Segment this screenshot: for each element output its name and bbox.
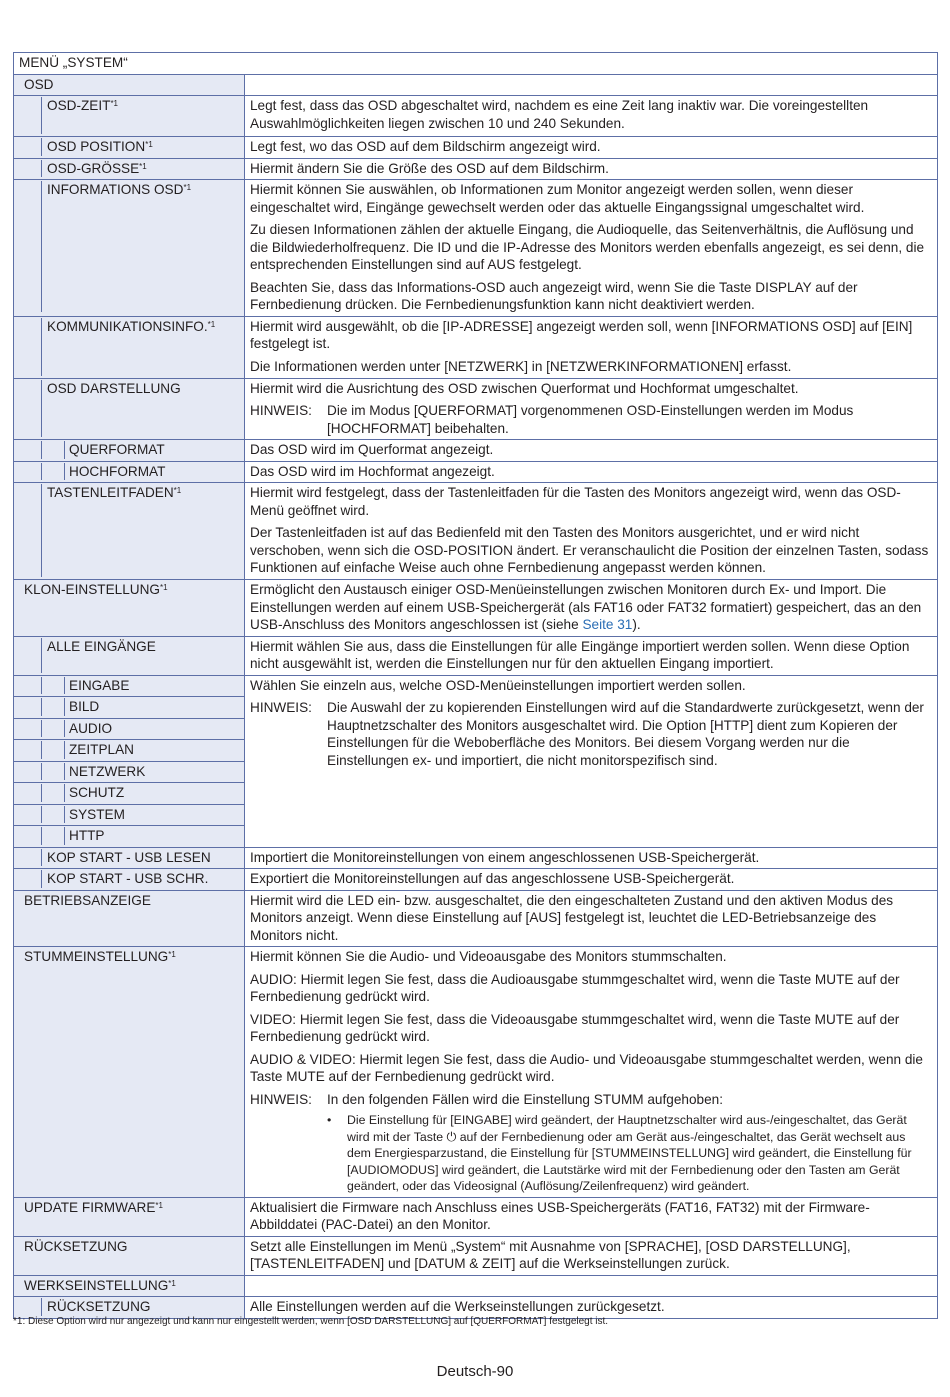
- tastenleitfaden-label: TASTENLEITFADEN: [47, 485, 174, 500]
- kommunikationsinfo-label: KOMMUNIKATIONSINFO.: [47, 318, 208, 334]
- row-name: [14, 1236, 245, 1275]
- note-text: In den folgenden Fällen wird die Einstellung STUMM aufgehoben:: [327, 1091, 723, 1107]
- desc-paragraph: AUDIO: Hiermit legen Sie fest, dass die Audioausgabe stummgeschaltet wird, wenn die Taste MUTE auf der Fernbedienung gedrückt wird.: [250, 971, 900, 1004]
- footnote-mark: *1: [207, 319, 216, 329]
- footnote-mark: *1: [159, 583, 168, 592]
- row-name: [14, 826, 245, 848]
- row-kommunikationsinfo: [14, 316, 938, 378]
- row-werkseinstellung: [14, 1275, 938, 1297]
- row-name: [14, 137, 245, 159]
- row-desc: Hiermit wird die LED ein- bzw. ausgeschaltet, die den eingeschalteten Zustand und den aktiven Modus des Monitors anzeigt. Wenn diese Einstellung auf [AUS] festgelegt ist, leuchtet die LED-Betriebsanzeige des Monitors nicht.: [245, 890, 938, 947]
- row-osd-groesse: [14, 158, 938, 180]
- footnote-mark: *1: [110, 99, 118, 108]
- row-desc: Das OSD wird im Hochformat angezeigt.: [245, 461, 938, 483]
- row-name: [14, 697, 245, 719]
- alle-eingaenge-label: ALLE EINGÄNGE: [41, 638, 239, 673]
- row-name: [14, 890, 245, 947]
- menu-title: MENÜ „SYSTEM“: [14, 53, 938, 75]
- klon-item-label: SYSTEM: [64, 806, 235, 824]
- row-name: [14, 96, 245, 137]
- row-desc: Hiermit wählen Sie aus, dass die Einstellungen für alle Eingänge importiert werden sollen. Wenn diese Option nicht ausgewählt ist, werden die Einstellungen nur für den aktuellen Eingang importiert.: [245, 636, 938, 675]
- desc-paragraph: Wählen Sie einzeln aus, welche OSD-Menüeinstellungen importiert werden sollen.: [250, 677, 746, 693]
- footnote: *1: Diese Option wird nur angezeigt und kann nur eingestellt werden, wenn [OSD DARSTELLUNG] auf [QUERFORMAT] festgelegt ist.: [13, 1316, 609, 1327]
- row-desc: Alle Einstellungen werden auf die Werkseinstellungen zurückgesetzt.: [245, 1297, 938, 1319]
- querformat-label: QUERFORMAT: [64, 441, 235, 459]
- row-name: [14, 1197, 245, 1236]
- klon-item-label: SCHUTZ: [64, 784, 235, 802]
- row-name: [14, 440, 245, 462]
- row-name: [14, 740, 245, 762]
- note-text: Die im Modus [QUERFORMAT] vorgenommenen OSD-Einstellungen werden im Modus [HOCHFORMAT] beibehalten.: [327, 403, 854, 436]
- row-osd-zeit: [14, 96, 938, 137]
- row-name: [14, 378, 245, 440]
- stumm-label: STUMMEINSTELLUNG: [24, 949, 169, 964]
- row-name: [14, 675, 245, 697]
- row-name: [14, 947, 245, 1198]
- desc-paragraph: Beachten Sie, dass das Informations-OSD auch angezeigt wird, wenn Sie die Taste DISPLAY auf der Fernbedienung drücken. Die Fernbedienungsfunktion kann nicht deaktiviert werden.: [250, 279, 858, 312]
- power-icon: ⏻: [446, 1129, 457, 1144]
- row-name: [14, 1275, 245, 1297]
- row-tastenleitfaden: [14, 483, 938, 580]
- werk-ruecksetzung-label: RÜCKSETZUNG: [41, 1298, 239, 1316]
- table-header-row: [14, 53, 938, 75]
- row-osd-darstellung: [14, 378, 938, 440]
- kop-lesen-label: KOP START - USB LESEN: [41, 849, 239, 867]
- row-osd: [14, 74, 938, 96]
- row-desc: Legt fest, dass das OSD abgeschaltet wird, nachdem es eine Zeit lang inaktiv war. Die voreingestellten Auswahlmöglichkeiten liegen zwischen 10 und 240 Sekunden.: [245, 96, 938, 137]
- page-link[interactable]: Seite 31: [582, 617, 633, 632]
- row-desc: Setzt alle Einstellungen im Menü „System“ mit Ausnahme von [SPRACHE], [OSD DARSTELLUNG], [TASTENLEITFADEN] und [DATUM & ZEIT] auf die Werkseinstellungen zurück.: [245, 1236, 938, 1275]
- footnote-mark: *1: [155, 1200, 163, 1210]
- bullet-icon: •: [327, 1113, 332, 1127]
- osd-zeit-label: OSD-ZEIT: [47, 98, 111, 113]
- desc-paragraph: Hiermit können Sie auswählen, ob Informationen zum Monitor angezeigt werden sollen, wenn dieser eingeschaltet wird, Eingänge gewechselt werden oder das aktuelle Eingangssignal umgeschaltet wird.: [250, 182, 865, 215]
- row-name: [14, 847, 245, 869]
- note: [250, 699, 932, 769]
- row-informations-osd: [14, 180, 938, 317]
- row-querformat: [14, 440, 938, 462]
- row-name: [14, 180, 245, 317]
- osd-groesse-label: OSD-GRÖSSE: [47, 160, 140, 176]
- desc-text: ).: [632, 617, 641, 632]
- klon-label: KLON-EINSTELLUNG: [24, 582, 160, 597]
- desc-paragraph: AUDIO & VIDEO: Hiermit legen Sie fest, dass die Audio- und Videoausgabe stummgeschaltet werden, wenn die Taste MUTE auf der Fernbedienung gedrückt wird.: [250, 1051, 923, 1084]
- bullet-text-b: auf der Fernbedienung oder am Gerät aus-/eingeschaltet, das Gerät wechselt aus dem Energiesparzustand, die Einstellung für [STUMMEINSTELLUNG] wird geändert, die Einstellung für [AUDIOMODUS] wird geändert, die Lautstärke wird mit der Fernbedienung oder den Tasten am Gerät geändert, oder das Videosignal (Auflösung/Zeilenfrequenz) wird geändert.: [347, 1129, 912, 1193]
- row-desc: Das OSD wird im Querformat angezeigt.: [245, 440, 938, 462]
- row-hochformat: [14, 461, 938, 483]
- row-ruecksetzung: [14, 1236, 938, 1275]
- row-desc: Importiert die Monitoreinstellungen von einem angeschlossenen USB-Speichergerät.: [245, 847, 938, 869]
- row-name: [14, 316, 245, 378]
- row-desc: Aktualisiert die Firmware nach Anschluss eines USB-Speichergeräts (FAT16, FAT32) mit der Firmware-Abbilddatei (PAC-Datei) an den Monitor.: [245, 1197, 938, 1236]
- footnote-mark: *1: [173, 486, 182, 495]
- desc-paragraph: Hiermit wird ausgewählt, ob die [IP-ADRESSE] angezeigt werden soll, wenn [INFORMATIONS OSD] auf [EIN] festgelegt ist.: [250, 318, 913, 351]
- betriebsanzeige-label: BETRIEBSANZEIGE: [24, 892, 151, 908]
- row-klon-einstellung: [14, 580, 938, 637]
- row-desc: [245, 580, 938, 637]
- row-name: [14, 461, 245, 483]
- note: [250, 1091, 932, 1109]
- row-name: [14, 580, 245, 637]
- klon-item-label: EINGABE: [64, 677, 235, 695]
- klon-item-label: BILD: [64, 698, 235, 716]
- row-desc: [245, 483, 938, 580]
- hochformat-label: HOCHFORMAT: [64, 463, 235, 481]
- row-stummeinstellung: [14, 947, 938, 1198]
- footnote-mark: *1: [145, 140, 153, 149]
- desc-paragraph: Die Informationen werden unter [NETZWERK] in [NETZWERKINFORMATIONEN] erfasst.: [250, 358, 792, 374]
- row-desc: [245, 378, 938, 440]
- row-name: [14, 74, 245, 96]
- desc-paragraph: Hiermit wird festgelegt, dass der Tastenleitfaden für die Tasten des Monitors angezeigt wird, wenn das OSD-Menü geöffnet wird.: [250, 485, 901, 518]
- desc-paragraph: Hiermit können Sie die Audio- und Videoausgabe des Monitors stummschalten.: [250, 949, 727, 964]
- desc-text: Ermöglicht den Austausch einiger OSD-Menüeinstellungen zwischen Monitoren durch Ex- und Import. Die Einstellungen werden auf einem USB-Speichergerät (als FAT16 oder FAT32 formatiert) gespeichert, das an den USB-Anschluss des Monitors angeschlossen ist (siehe: [250, 582, 922, 632]
- footnote-mark: *1: [183, 183, 192, 192]
- row-desc: [245, 316, 938, 378]
- footnote-mark: *1: [168, 1278, 176, 1288]
- bullet-text: [347, 1112, 932, 1195]
- row-desc: Legt fest, wo das OSD auf dem Bildschirm angezeigt wird.: [245, 137, 938, 159]
- werkseinstellung-label: WERKSEINSTELLUNG: [24, 1277, 169, 1293]
- row-name: [14, 483, 245, 580]
- row-name: [14, 1297, 245, 1319]
- row-desc: Hiermit ändern Sie die Größe des OSD auf dem Bildschirm.: [245, 158, 938, 180]
- desc-paragraph: Hiermit wird die Ausrichtung des OSD zwischen Querformat und Hochformat umgeschaltet.: [250, 380, 799, 396]
- row-name: [14, 718, 245, 740]
- row-kop-lesen: [14, 847, 938, 869]
- bullet-item: [250, 1112, 932, 1195]
- desc-paragraph: Der Tastenleitfaden ist auf das Bedienfeld mit den Tasten des Monitors ausgerichtet, und er wird nicht verschoben, wenn sich die OSD-POSITION ändert. Er veranschaulicht die Position der einzelnen Tasten, sodass Funktionen auf einfache Weise auch ohne Fernbedienung angepasst werden können.: [250, 525, 929, 575]
- row-desc: Exportiert die Monitoreinstellungen auf das angeschlossene USB-Speichergerät.: [245, 869, 938, 891]
- klon-item-label: HTTP: [64, 827, 235, 845]
- footnote-mark: *1: [139, 161, 147, 171]
- row-desc: [245, 675, 938, 847]
- ruecksetzung-label: RÜCKSETZUNG: [24, 1238, 128, 1254]
- row-klon-item: [14, 675, 938, 697]
- row-alle-eingaenge: [14, 636, 938, 675]
- osd-darstellung-label: OSD DARSTELLUNG: [47, 380, 181, 396]
- osd-position-label: OSD POSITION: [47, 139, 146, 154]
- row-kop-schr: [14, 869, 938, 891]
- osd-label: OSD: [24, 76, 54, 92]
- row-betriebsanzeige: [14, 890, 938, 947]
- row-name: [14, 804, 245, 826]
- row-name: [14, 869, 245, 891]
- note-label: HINWEIS:: [250, 1091, 312, 1107]
- note: [250, 402, 932, 437]
- row-desc: [245, 947, 938, 1198]
- klon-item-label: ZEITPLAN: [64, 741, 235, 759]
- row-name: [14, 158, 245, 180]
- row-update-firmware: [14, 1197, 938, 1236]
- klon-item-label: AUDIO: [64, 720, 235, 738]
- row-desc: [245, 180, 938, 317]
- row-name: [14, 761, 245, 783]
- page-number: Deutsch-90: [436, 1363, 514, 1380]
- update-firmware-label: UPDATE FIRMWARE: [24, 1199, 156, 1215]
- note-label: HINWEIS:: [250, 403, 312, 418]
- desc-paragraph: Zu diesen Informationen zählen der aktuelle Eingang, die Audioquelle, das Seitenverhältnis, die Auflösung und die Bildwiederholfrequenz. Die ID und die IP-Adresse des Monitors werden ebenfalls angezeigt, es sei denn, die entsprechenden Einstellungen sind auf AUS festgelegt.: [250, 222, 925, 272]
- system-menu-table: [13, 52, 938, 1319]
- note-label: HINWEIS:: [250, 700, 312, 715]
- row-werk-ruecksetzung: [14, 1297, 938, 1319]
- row-name: [14, 636, 245, 675]
- informations-osd-label: INFORMATIONS OSD: [47, 182, 184, 197]
- row-desc: [245, 74, 938, 96]
- klon-item-label: NETZWERK: [64, 763, 235, 781]
- row-name: [14, 783, 245, 805]
- footnote-mark: *1: [168, 950, 176, 959]
- desc-paragraph: VIDEO: Hiermit legen Sie fest, dass die Videoausgabe stummgeschaltet wird, wenn die Taste MUTE auf der Fernbedienung gedrückt wird.: [250, 1011, 900, 1044]
- row-osd-position: [14, 137, 938, 159]
- row-desc: [245, 1275, 938, 1297]
- note-text: Die Auswahl der zu kopierenden Einstellungen wird auf die Standardwerte zurückgesetzt, wenn der Hauptnetzschalter des Monitors ausgeschaltet wird. Die Option [HTTP] dient zum Kopieren der Einstellungen für die Weboberfläche des Monitors. Bei diesem Vorgang werden nur die Einstellungen ex- und importiert, die nicht monitorspezifisch sind.: [327, 700, 924, 768]
- bullet-text-a: Die Einstellung für [EINGABE] wird geändert, der Hauptnetzschalter wird aus-/eingeschaltet, das Gerät wird mit der Taste: [347, 1113, 907, 1144]
- kop-schr-label: KOP START - USB SCHR.: [41, 870, 239, 888]
